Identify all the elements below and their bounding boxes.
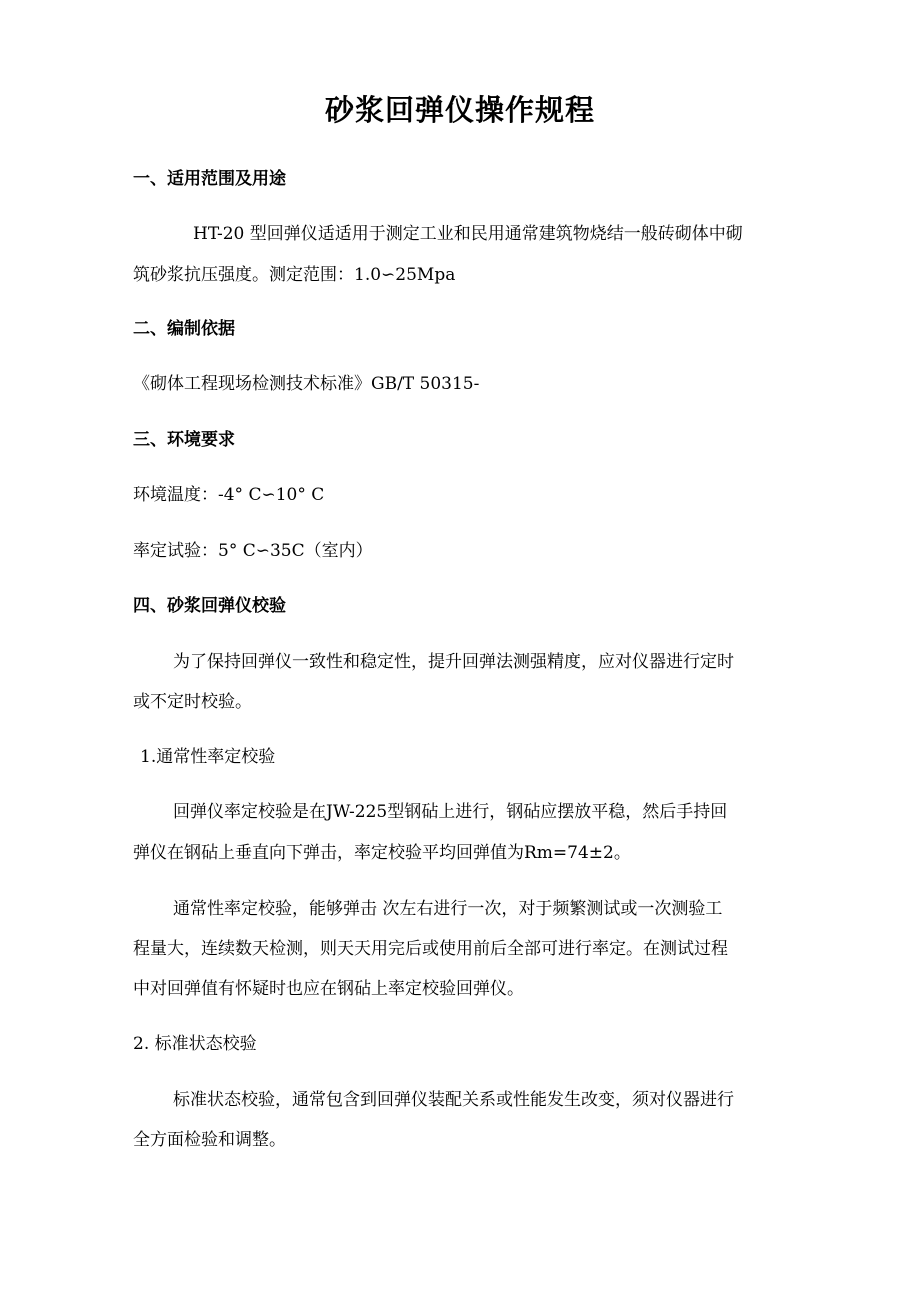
environment-temperature: 环境温度：-4° C∽10° C — [133, 485, 325, 505]
general-calibration-p2-line3: 中对回弹值有怀疑时也应在钢砧上率定校验回弹仪。 — [133, 979, 524, 999]
calibration-temperature: 率定试验：5° C∽35C（室内） — [133, 541, 373, 561]
section-heading-environment: 三、环境要求 — [133, 430, 235, 450]
basis-paragraph: 《砌体工程现场检测技术标准》GB/T 50315- — [133, 374, 480, 394]
scope-paragraph-line1: HT-20 型回弹仪适适用于测定工业和民用通常建筑物烧结一般砖砌体中砌 — [193, 224, 743, 244]
standard-calibration-line2: 全方面检验和调整。 — [133, 1130, 286, 1150]
section-heading-basis: 二、编制依据 — [133, 319, 235, 339]
calibration-intro-line1: 为了保持回弹仪一致性和稳定性，提升回弹法测强精度，应对仪器进行定时 — [173, 652, 734, 672]
general-calibration-p1-line1: 回弹仪率定校验是在JW-225型钢砧上进行，钢砧应摆放平稳，然后手持回 — [173, 802, 728, 822]
document-title: 砂浆回弹仪操作规程 — [324, 93, 595, 127]
general-calibration-p1-line2: 弹仪在钢砧上垂直向下弹击，率定校验平均回弹值为Rm=74±2。 — [133, 843, 631, 863]
calibration-intro-line2: 或不定时校验。 — [133, 692, 252, 712]
subsection-general-calibration: 1.通常性率定校验 — [140, 747, 276, 767]
scope-paragraph-line2: 筑砂浆抗压强度。测定范围：1.0∽25Mpa — [133, 265, 456, 285]
general-calibration-p2-line1: 通常性率定校验，能够弹击 次左右进行一次，对于频繁测试或一次测验工 — [173, 899, 723, 919]
subsection-standard-calibration: 2. 标准状态校验 — [133, 1034, 257, 1054]
standard-calibration-line1: 标准状态校验，通常包含到回弹仪装配关系或性能发生改变，须对仪器进行 — [173, 1090, 734, 1110]
general-calibration-p2-line2: 程量大，连续数天检测，则天天用完后或使用前后全部可进行率定。在测试过程 — [133, 939, 728, 959]
section-heading-calibration: 四、砂浆回弹仪校验 — [133, 596, 286, 616]
section-heading-scope: 一、适用范围及用途 — [133, 169, 286, 189]
